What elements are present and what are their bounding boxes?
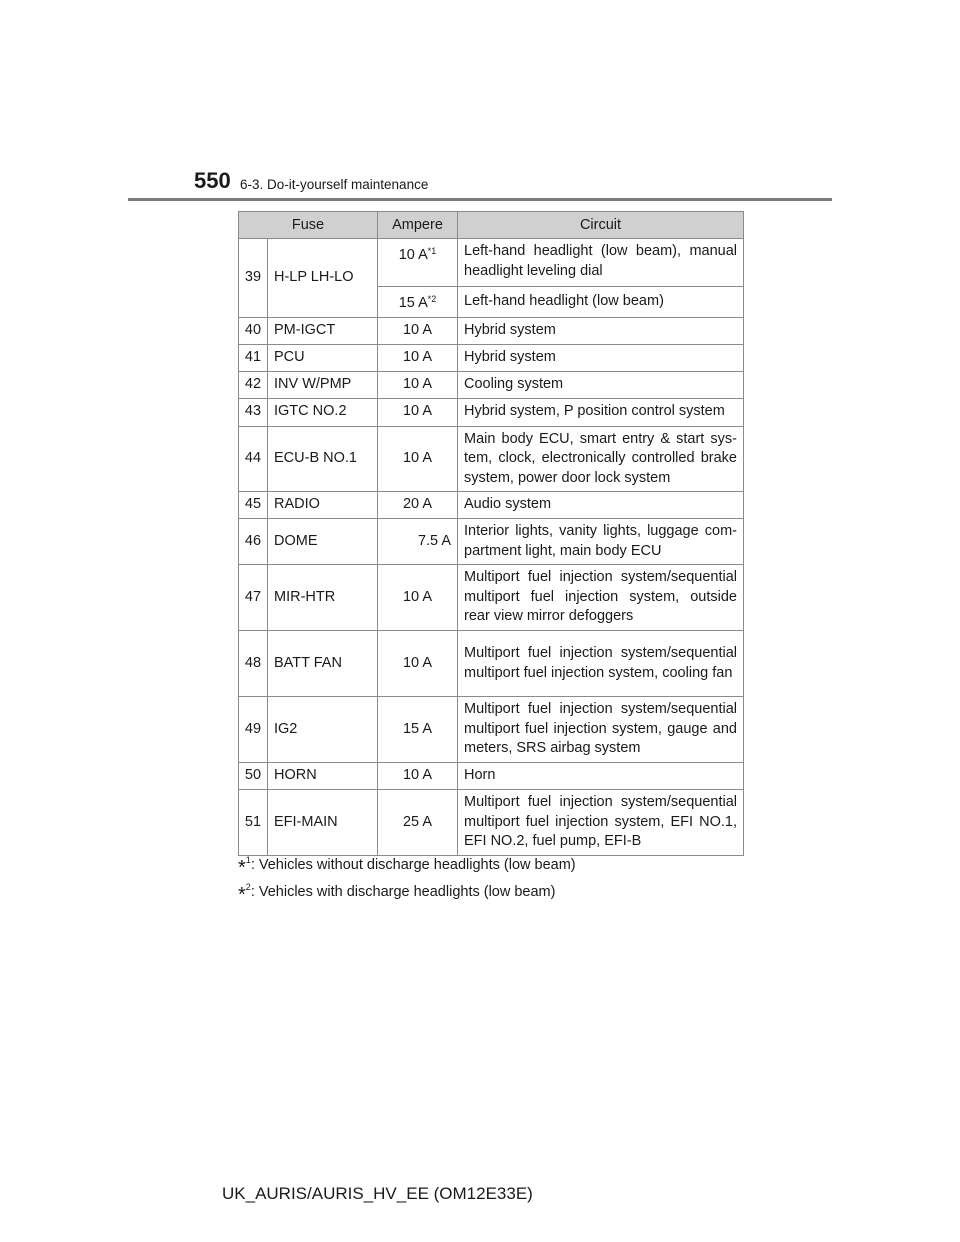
fuse-name: DOME — [268, 519, 378, 565]
column-header-fuse: Fuse — [239, 212, 378, 239]
fuse-circuit: Multiport fuel injection system/sequential multiport fuel injection system, EFI NO.1, EFI NO.2, fuel pump, EFI-B — [458, 790, 744, 856]
fuse-circuit: Interior lights, vanity lights, luggage com-partment light, main body ECU — [458, 519, 744, 565]
fuse-ampere: 10 A — [378, 371, 458, 398]
fuse-circuit: Hybrid system — [458, 344, 744, 371]
footnote-marker: *2 — [427, 294, 437, 304]
table-row — [239, 426, 744, 492]
fuse-name: RADIO — [268, 492, 378, 519]
fuse-number: 50 — [239, 763, 268, 790]
table-header-row — [239, 212, 744, 239]
fuse-table — [238, 211, 744, 856]
table-row — [239, 371, 744, 398]
fuse-name: PM-IGCT — [268, 317, 378, 344]
fuse-circuit: Left-hand headlight (low beam), manual headlight leveling dial — [458, 239, 744, 287]
fuse-ampere: 10 A — [378, 426, 458, 492]
fuse-name: INV W/PMP — [268, 371, 378, 398]
fuse-circuit: Hybrid system, P position control system — [458, 398, 744, 426]
fuse-ampere: 10 A — [378, 398, 458, 426]
footnote — [238, 882, 555, 907]
fuse-name: IG2 — [268, 697, 378, 763]
fuse-ampere: 15 A — [378, 697, 458, 763]
fuse-number: 48 — [239, 631, 268, 697]
fuse-circuit: Multiport fuel injection system/sequential multiport fuel injection system, cooling fan — [458, 631, 744, 697]
header-divider — [128, 198, 832, 201]
fuse-ampere — [378, 239, 458, 287]
footnote-star: * — [238, 857, 246, 879]
fuse-circuit: Horn — [458, 763, 744, 790]
fuse-name: HORN — [268, 763, 378, 790]
table-row — [239, 398, 744, 426]
column-header-ampere: Ampere — [378, 212, 458, 239]
footnote-number: 1 — [245, 855, 251, 865]
table-row — [239, 565, 744, 631]
fuse-number: 39 — [239, 239, 268, 318]
footnote-marker: *1 — [427, 246, 437, 256]
fuse-name: BATT FAN — [268, 631, 378, 697]
table-row — [239, 519, 744, 565]
footnote-star: * — [238, 884, 246, 906]
fuse-circuit: Main body ECU, smart entry & start sys-tem, clock, electronically controlled brake system, power door lock system — [458, 426, 744, 492]
fuse-ampere: 10 A — [378, 344, 458, 371]
fuse-number: 51 — [239, 790, 268, 856]
table-row — [239, 763, 744, 790]
table-row — [239, 697, 744, 763]
table-row — [239, 317, 744, 344]
document-id: UK_AURIS/AURIS_HV_EE (OM12E33E) — [222, 1184, 533, 1203]
fuse-number: 43 — [239, 398, 268, 426]
section-title: 6-3. Do-it-yourself maintenance — [240, 177, 429, 192]
fuse-ampere: 25 A — [378, 790, 458, 856]
fuse-name: ECU-B NO.1 — [268, 426, 378, 492]
fuse-number: 47 — [239, 565, 268, 631]
ampere-value: 15 A — [398, 295, 428, 311]
fuse-circuit: Audio system — [458, 492, 744, 519]
fuse-circuit: Left-hand headlight (low beam) — [458, 287, 744, 318]
table-row — [239, 631, 744, 697]
table-row — [239, 492, 744, 519]
fuse-ampere: 10 A — [378, 317, 458, 344]
fuse-name: H-LP LH-LO — [268, 239, 378, 318]
footnote-number: 2 — [245, 882, 251, 892]
fuse-name: EFI-MAIN — [268, 790, 378, 856]
table-row — [239, 790, 744, 856]
fuse-circuit: Multiport fuel injection system/sequential multiport fuel injection system, gauge and meters, SRS airbag system — [458, 697, 744, 763]
table-row — [239, 239, 744, 287]
fuse-number: 41 — [239, 344, 268, 371]
footnote-text: : Vehicles with discharge headlights (low beam) — [250, 884, 556, 900]
fuse-ampere: 10 A — [378, 763, 458, 790]
page-number: 550 — [194, 168, 231, 193]
ampere-value: 10 A — [398, 247, 428, 263]
table-row — [239, 344, 744, 371]
fuse-circuit: Cooling system — [458, 371, 744, 398]
fuse-ampere: 7.5 A — [378, 519, 458, 565]
fuse-number: 40 — [239, 317, 268, 344]
fuse-number: 44 — [239, 426, 268, 492]
footnote — [238, 855, 576, 880]
fuse-circuit: Multiport fuel injection system/sequential multiport fuel injection system, outside rear view mirror defoggers — [458, 565, 744, 631]
fuse-number: 49 — [239, 697, 268, 763]
footnote-text: : Vehicles without discharge headlights (low beam) — [250, 857, 576, 873]
fuse-ampere: 20 A — [378, 492, 458, 519]
fuse-circuit: Hybrid system — [458, 317, 744, 344]
fuse-name: IGTC NO.2 — [268, 398, 378, 426]
column-header-circuit: Circuit — [458, 212, 744, 239]
fuse-ampere — [378, 287, 458, 318]
fuse-name: PCU — [268, 344, 378, 371]
fuse-number: 42 — [239, 371, 268, 398]
fuse-number: 45 — [239, 492, 268, 519]
fuse-name: MIR-HTR — [268, 565, 378, 631]
fuse-ampere: 10 A — [378, 631, 458, 697]
fuse-number: 46 — [239, 519, 268, 565]
fuse-ampere: 10 A — [378, 565, 458, 631]
